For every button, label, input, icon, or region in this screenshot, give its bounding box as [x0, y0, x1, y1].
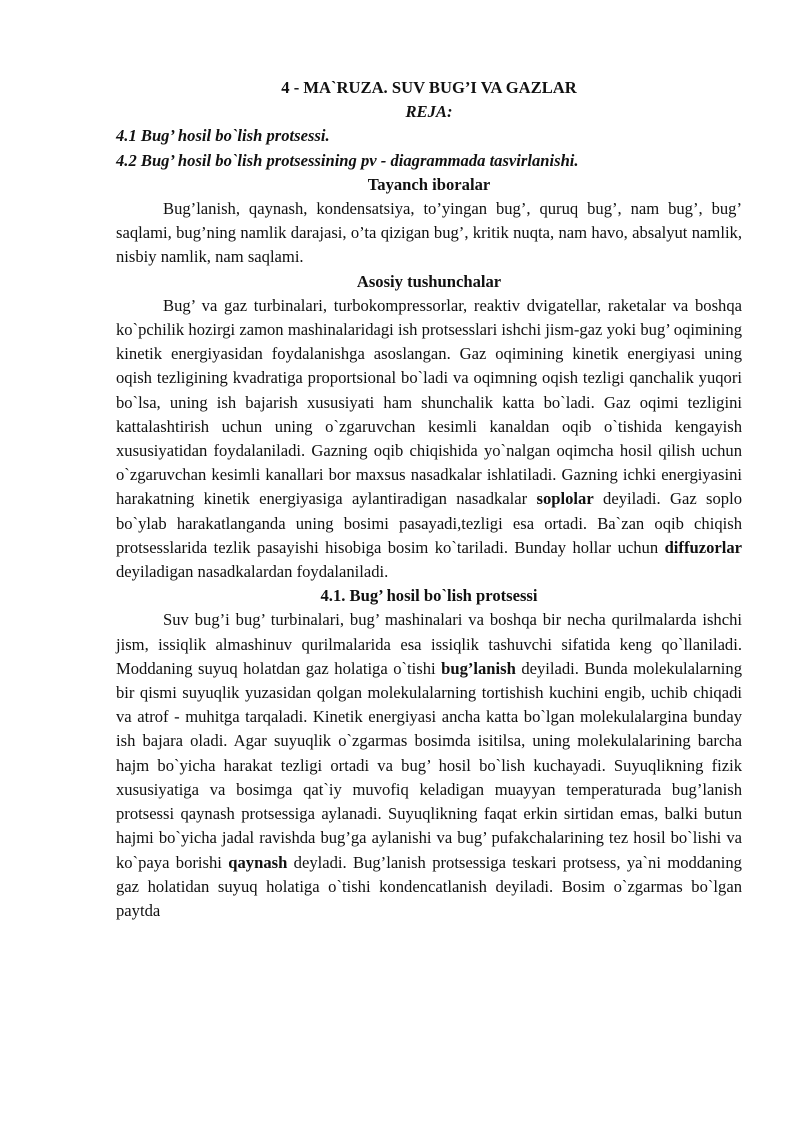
document-page — [116, 76, 742, 923]
paragraph-text: Bug’ va gaz turbinalari, turbokompressorlar, reaktiv dvigatellar, raketalar va boshqa ko`pchilik hozirgi zamon mashinalaridagi ish protsesslari ishchi jism-gaz yoki bug’ oqimining kinetik energiyasidan foydalanishga asoslangan. Gaz oqimining kinetik energiyasi uning oqish tezligining kvadratiga proportsional bo`ladi va oqimning oqish tezligi qanchalik yuqori bo`lsa, uning ish bajarish xususiyati ham shunchalik katta bo`ladi. Gaz oqimi tezligini kattalashtirish uchun uning o`zgaruvchan kesimli kanaldan oqib o`tishida kengayish xususiyatidan foydalaniladi. Gazning oqib chiqishida yo`nalgan oqimcha hosil qilish uchun o`zgaruvchan kesimli kanallari bor maxsus nasadkalar ishlatiladi. Gazning ichki energiyasini harakatning kinetik energiyasiga aylantiradigan nasadkalar — [116, 295, 742, 509]
term-soplolar: soplolar — [536, 489, 594, 509]
key-terms-paragraph: Bug’lanish, qaynash, kondensatsiya, to’yingan bug’, quruq bug’, nam bug’, bug’ saqlami, bug’ning namlik darajasi, o’ta qizigan bug’, kritik nuqta, nam havo, absalyut namlik, nisbiy namlik, nam saqlami. — [116, 199, 742, 267]
plan-label: REJA: — [405, 102, 453, 122]
term-buglanish: bug’lanish — [441, 658, 516, 678]
term-qaynash: qaynash — [228, 852, 288, 872]
paragraph-text: Suv bug’i bug’ turbinalari, bug’ mashinalari va boshqa bir necha qurilmalarda ishchi jism, issiqlik almashinuv qurilmalarida esa issiqlik tashuvchi sifatida keng qo`llaniladi. Moddaning suyuq holatdan gaz holatiga o`tishi — [116, 610, 742, 678]
lecture-title: 4 - MA`RUZA. SUV BUG’I VA GAZLAR — [281, 78, 577, 97]
plan-item: 4.2 Bug’ hosil bo`lish protsessining pv - diagrammada tasvirlanishi. — [116, 150, 579, 170]
term-diffuzorlar: diffuzorlar — [664, 537, 742, 557]
paragraph-text: deyiladigan nasadkalardan foydalaniladi. — [116, 562, 389, 582]
plan-item: 4.1 Bug’ hosil bo`lish protsessi. — [116, 126, 330, 146]
paragraph-text: deyiladi. Gaz soplo bo`ylab harakatlanganda uning bosimi pasayadi,tezligi esa ortadi. Ba`zan oqib chiqish protsesslarida tezlik pasayishi hisobiga bosim ko`tariladi. Bunday hollar uchun — [116, 489, 742, 557]
paragraph-text: deyladi. Bug’lanish protsessiga teskari protsess, ya`ni moddaning gaz holatidan suyuq holatiga o`tishi kondencatlanish deyiladi. Bosim o`zgarmas bo`lgan paytda — [116, 852, 742, 920]
section-heading: 4.1. Bug’ hosil bo`lish protsessi — [320, 586, 538, 606]
section-paragraph — [116, 608, 742, 923]
key-terms-heading: Tayanch iboralar — [367, 174, 491, 194]
paragraph-text: deyiladi. Bunda molekulalarning bir qismi suyuqlik yuzasidan qolgan molekulalarning tortishish kuchini engib, uchib chiqadi va atrof - muhitga tarqaladi. Kinetik energiyasi ancha katta bo`lgan molekulalargina bunday ish bajara oladi. Agar suyuqlik o`zgarmas bosimda isitilsa, uning molekulalarining barcha hajm bo`yicha harakat tezligi ortadi va bug’ hosil bo`lish kuchayadi. Suyuqlikning fizik xususiyatiga va bosimga qat`iy muvofiq keladigan muayyan temperaturada bug’lanish protsessi qaynash protsessiga aylanadi. Suyuqlikning faqat erkin sirtidan emas, balki butun hajmi bo`yicha jadal ravishda bug’ga aylanishi va bug’ pufakchalarining tez hosil bo`lishi va ko`paya borishi — [116, 658, 742, 872]
basic-concepts-heading: Asosiy tushunchalar — [356, 271, 502, 291]
basic-concepts-paragraph — [116, 294, 742, 584]
